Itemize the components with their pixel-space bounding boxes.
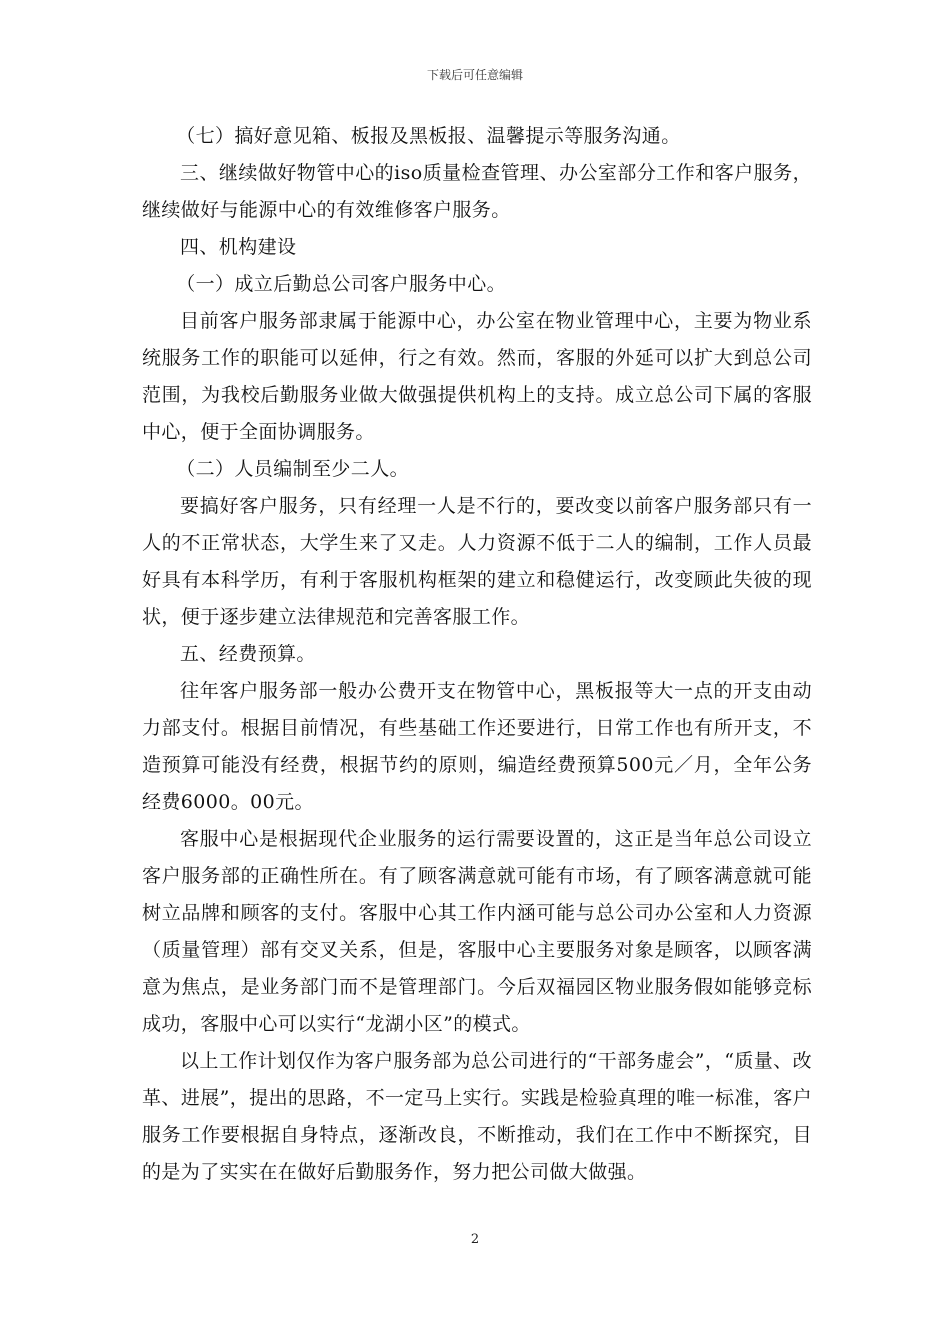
paragraph-customer-center: 客服中心是根据现代企业服务的运行需要设置的，这正是当年总公司设立客户服务部的正确性所在。有了顾客满意就可能有市场，有了顾客满意就可能树立品牌和顾客的支付。客服中心其工作内涵可能与总公司办公室和人力资源（质量管理）部有交叉关系，但是，客服中心主要服务对象是顾客，以顾客满意为焦点，是业务部门而不是管理部门。今后双福园区物业服务假如能够竞标成功，客服中心可以实行“龙湖小区”的模式。 (142, 828, 812, 1035)
paragraph-staffing: 要搞好客户服务，只有经理一人是不行的，要改变以前客户服务部只有一人的不正常状态，大学生来了又走。人力资源不低于二人的编制，工作人员最好具有本科学历，有利于客服机构框架的建立和稳健运行，改变顾此失彼的现状，便于逐步建立法律规范和完善客服工作。 (142, 495, 812, 628)
paragraph-feedback-channels: （七）搞好意见箱、板报及黑板报、温馨提示等服务沟通。 (176, 125, 681, 147)
heading-organization: 四、机构建设 (180, 236, 297, 258)
paragraph-budget: 往年客户服务部一般办公费开支在物管中心，黑板报等大一点的开支由动力部支付。根据目前情况，有些基础工作还要进行，日常工作也有所开支，不造预算可能没有经费，根据节约的原则，编造经费预算500元／月，全年公务经费6000。00元。 (142, 680, 812, 813)
paragraph-service-center: 目前客户服务部隶属于能源中心，办公室在物业管理中心，主要为物业系统服务工作的职能可以延伸，行之有效。然而，客服的外延可以扩大到总公司范围，为我校后勤服务业做大做强提供机构上的支持。成立总公司下属的客服中心，便于全面协调服务。 (142, 310, 812, 443)
page-header: 下载后可任意编辑 (426, 68, 523, 82)
document-body (142, 118, 812, 1191)
paragraph-conclusion: 以上工作计划仅作为客户服务部为总公司进行的“干部务虚会”，“质量、改革、进展”，提出的思路，不一定马上实行。实践是检验真理的唯一标准，客户服务工作要根据自身特点，逐渐改良，不断推动，我们在工作中不断探究，目的是为了实实在在做好后勤服务作，努力把公司做大做强。 (142, 1050, 812, 1183)
paragraph-iso-management: 三、继续做好物管中心的iso质量检查管理、办公室部分工作和客户服务，继续做好与能源中心的有效维修客户服务。 (142, 162, 812, 221)
page-number: 2 (470, 1232, 480, 1247)
subheading-staffing: （二）人员编制至少二人。 (176, 458, 409, 480)
subheading-service-center: （一）成立后勤总公司客户服务中心。 (176, 273, 506, 295)
heading-budget: 五、经费预算。 (180, 643, 316, 665)
